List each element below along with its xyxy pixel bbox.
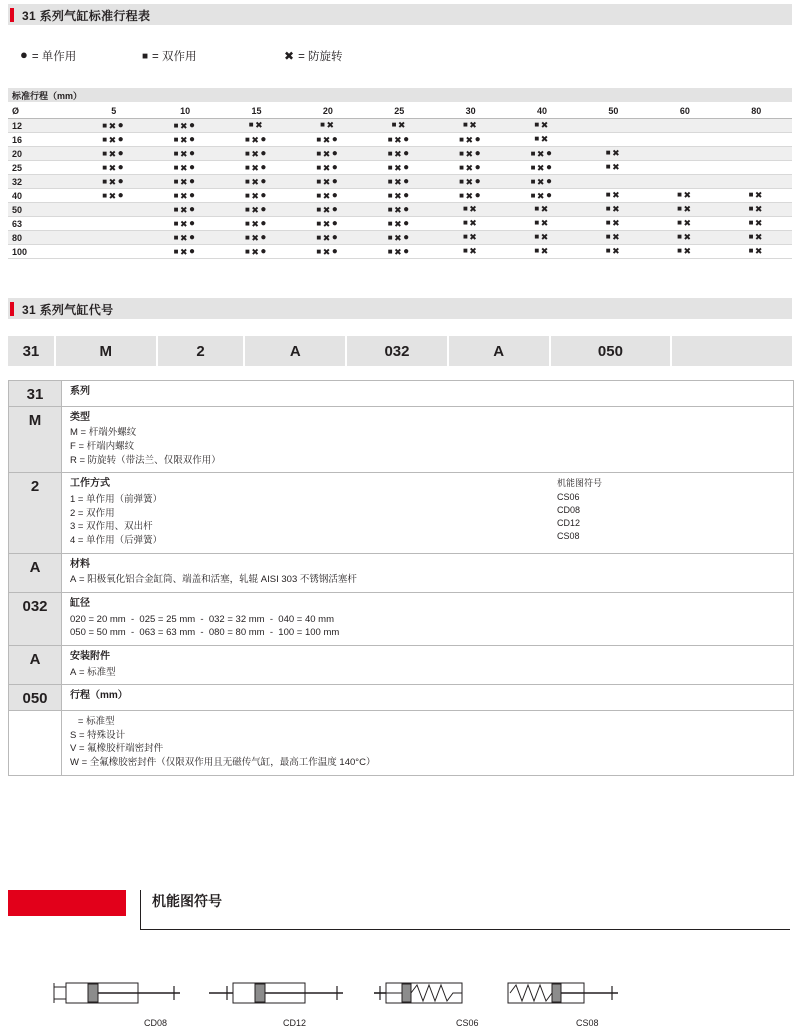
stroke-cell-6-7: ■✖	[578, 203, 649, 217]
stroke-cell-3-7: ■✖	[578, 161, 649, 175]
stroke-cell-1-2: ■✖●	[221, 133, 292, 147]
stroke-cell-9-4: ■✖●	[364, 245, 435, 259]
legend	[14, 48, 514, 68]
stroke-cell-1-0: ■✖●	[78, 133, 149, 147]
code-row-side-line-2-3: CS08	[557, 531, 580, 542]
stroke-cell-6-2: ■✖●	[221, 203, 292, 217]
symbol-label-2: CS06	[456, 1018, 479, 1028]
stroke-cell-7-4: ■✖●	[364, 217, 435, 231]
stroke-row-bore: 32	[8, 175, 78, 189]
stroke-cell-5-1: ■✖●	[149, 189, 220, 203]
stroke-cell-8-3: ■✖●	[292, 231, 363, 245]
stroke-cell-4-6: ■✖●	[506, 175, 577, 189]
stroke-cell-8-5: ■✖	[435, 231, 506, 245]
code-header-cell-3: A	[245, 336, 345, 366]
stroke-cell-7-6: ■✖	[506, 217, 577, 231]
stroke-row-bore: 50	[8, 203, 78, 217]
stroke-table-body	[8, 119, 792, 259]
stroke-cell-9-0	[78, 245, 149, 259]
stroke-cell-5-4: ■✖●	[364, 189, 435, 203]
code-row-line-2-1: 2 = 双作用	[70, 507, 115, 519]
code-row-side-title-2: 机能图符号	[557, 478, 603, 489]
stroke-cell-3-5: ■✖●	[435, 161, 506, 175]
stroke-cell-1-9	[721, 133, 792, 147]
stroke-cell-0-9	[721, 119, 792, 133]
table-row	[8, 231, 792, 245]
stroke-cell-6-6: ■✖	[506, 203, 577, 217]
stroke-cell-7-1: ■✖●	[149, 217, 220, 231]
stroke-cell-1-5: ■✖●	[435, 133, 506, 147]
table-row	[8, 147, 792, 161]
stroke-cell-8-0	[78, 231, 149, 245]
code-row-line-7-1: S = 特殊设计	[70, 729, 126, 741]
symbol-label-3: CS08	[576, 1018, 599, 1028]
stroke-cell-1-6: ■✖	[506, 133, 577, 147]
stroke-cell-9-6: ■✖	[506, 245, 577, 259]
code-row-title-4: 缸径	[70, 598, 90, 610]
stroke-cell-5-0: ■✖●	[78, 189, 149, 203]
stroke-cell-1-4: ■✖●	[364, 133, 435, 147]
code-row-side-line-2-1: CD08	[557, 505, 581, 516]
code-row-value-7	[62, 711, 793, 775]
stroke-cell-2-5: ■✖●	[435, 147, 506, 161]
code-row-title-1: 类型	[70, 411, 90, 423]
stroke-cell-8-8: ■✖	[649, 231, 720, 245]
code-row-5	[9, 646, 793, 685]
table-row	[8, 245, 792, 259]
stroke-cell-5-6: ■✖●	[506, 189, 577, 203]
stroke-cell-0-4: ■✖	[364, 119, 435, 133]
stroke-cell-0-5: ■✖	[435, 119, 506, 133]
section-header-code	[8, 298, 792, 320]
code-row-1	[9, 407, 793, 474]
stroke-cell-4-8	[649, 175, 720, 189]
section-title-symbol: 机能图符号	[152, 893, 222, 909]
stroke-cell-4-4: ■✖●	[364, 175, 435, 189]
stroke-cell-5-5: ■✖●	[435, 189, 506, 203]
code-row-value-3	[62, 554, 793, 592]
stroke-table-column-header-row	[8, 103, 792, 119]
stroke-cell-5-9: ■✖	[721, 189, 792, 203]
stroke-cell-8-7: ■✖	[578, 231, 649, 245]
code-row-line-2-3: 4 = 单作用（后弹簧）	[70, 535, 163, 547]
code-row-line-4-0: 020 = 20 mm - 025 = 25 mm - 032 = 32 mm - 040 = 40 mm	[70, 613, 335, 625]
stroke-col-8: 60	[649, 103, 720, 119]
code-row-value-1	[62, 407, 793, 473]
stroke-cell-7-3: ■✖●	[292, 217, 363, 231]
stroke-cell-7-5: ■✖	[435, 217, 506, 231]
section-title-code: 31 系列气缸代号	[22, 302, 114, 317]
symbol-diagram-cd12	[203, 975, 363, 1030]
stroke-cell-2-7: ■✖	[578, 147, 649, 161]
code-row-line-7-0: = 标准型	[70, 715, 115, 727]
stroke-cell-2-2: ■✖●	[221, 147, 292, 161]
stroke-cell-6-1: ■✖●	[149, 203, 220, 217]
stroke-cell-6-8: ■✖	[649, 203, 720, 217]
code-row-line-1-0: M = 杆端外螺纹	[70, 427, 137, 438]
code-row-title-0: 系列	[70, 386, 90, 397]
cylinder-double-acting-icon-2	[203, 975, 353, 1017]
code-row-line-4-1: 050 = 50 mm - 063 = 63 mm - 080 = 80 mm - 100 = 100 mm	[70, 627, 340, 639]
stroke-cell-2-0: ■✖●	[78, 147, 149, 161]
table-row	[8, 161, 792, 175]
code-row-line-1-1: F = 杆端内螺纹	[70, 440, 135, 452]
stroke-cell-6-3: ■✖●	[292, 203, 363, 217]
stroke-col-1: 10	[149, 103, 220, 119]
code-row-key-5: A	[9, 646, 62, 684]
cross-icon: ✖	[284, 49, 295, 63]
code-row-2	[9, 473, 793, 554]
stroke-cell-5-2: ■✖●	[221, 189, 292, 203]
code-header-cell-1: M	[56, 336, 156, 366]
stroke-col-7: 50	[578, 103, 649, 119]
code-table	[8, 380, 794, 776]
table-row	[8, 133, 792, 147]
stroke-cell-7-2: ■✖●	[221, 217, 292, 231]
cylinder-single-acting-spring-icon-2	[498, 975, 668, 1017]
stroke-cell-0-1: ■✖●	[149, 119, 220, 133]
divider-horizontal	[140, 929, 790, 930]
stroke-cell-1-7	[578, 133, 649, 147]
code-row-title-5: 安装附件	[70, 651, 110, 663]
code-row-key-4: 032	[9, 593, 62, 645]
code-row-value-2	[62, 473, 555, 553]
stroke-cell-4-3: ■✖●	[292, 175, 363, 189]
stroke-row-bore: 100	[8, 245, 78, 259]
code-row-key-6: 050	[9, 685, 62, 710]
stroke-col-6: 40	[506, 103, 577, 119]
code-row-side-2	[555, 473, 793, 553]
code-row-key-0: 31	[9, 381, 62, 406]
stroke-col-2: 15	[221, 103, 292, 119]
stroke-col-9: 80	[721, 103, 792, 119]
legend-label-1: = 双作用	[152, 51, 197, 63]
legend-item-anti-rotation	[284, 48, 342, 64]
stroke-cell-7-8: ■✖	[649, 217, 720, 231]
stroke-row-bore: 12	[8, 119, 78, 133]
code-row-7	[9, 711, 793, 775]
legend-item-double-acting	[142, 48, 196, 64]
stroke-cell-6-4: ■✖●	[364, 203, 435, 217]
stroke-header-corner: Ø	[8, 103, 78, 119]
code-header-cell-6: 050	[551, 336, 671, 366]
code-row-key-3: A	[9, 554, 62, 592]
stroke-row-bore: 20	[8, 147, 78, 161]
divider-vertical	[140, 890, 141, 930]
stroke-cell-0-0: ■✖●	[78, 119, 149, 133]
stroke-cell-1-8	[649, 133, 720, 147]
symbol-section-header	[8, 890, 792, 930]
stroke-cell-5-7: ■✖	[578, 189, 649, 203]
red-bar-icon	[8, 890, 126, 916]
symbol-diagram-cs08	[498, 975, 678, 1030]
code-row-value-4	[62, 593, 793, 645]
cylinder-double-acting-icon-1	[48, 975, 198, 1017]
code-row-title-3: 材料	[70, 558, 90, 570]
stroke-row-bore: 25	[8, 161, 78, 175]
stroke-cell-4-9	[721, 175, 792, 189]
stroke-cell-6-9: ■✖	[721, 203, 792, 217]
stroke-cell-0-3: ■✖	[292, 119, 363, 133]
table-row	[8, 175, 792, 189]
stroke-cell-9-5: ■✖	[435, 245, 506, 259]
stroke-cell-6-5: ■✖	[435, 203, 506, 217]
code-header-cell-2: 2	[158, 336, 244, 366]
section-title-stroke: 31 系列气缸标准行程表	[22, 8, 151, 23]
stroke-cell-2-4: ■✖●	[364, 147, 435, 161]
stroke-header-label: 标准行程（mm）	[8, 88, 792, 103]
stroke-row-bore: 16	[8, 133, 78, 147]
stroke-col-5: 30	[435, 103, 506, 119]
accent-bar-icon-2	[10, 302, 14, 316]
stroke-cell-1-1: ■✖●	[149, 133, 220, 147]
section-header-stroke-table	[8, 4, 792, 26]
accent-bar-icon	[10, 8, 14, 22]
stroke-cell-8-9: ■✖	[721, 231, 792, 245]
stroke-cell-3-6: ■✖●	[506, 161, 577, 175]
dot-icon: ●	[20, 47, 28, 62]
stroke-cell-8-6: ■✖	[506, 231, 577, 245]
stroke-cell-7-0	[78, 217, 149, 231]
stroke-cell-1-3: ■✖●	[292, 133, 363, 147]
table-row	[8, 189, 792, 203]
code-row-line-2-2: 3 = 双作用、双出杆	[70, 521, 153, 533]
code-row-key-7	[9, 711, 62, 775]
stroke-cell-9-3: ■✖●	[292, 245, 363, 259]
cylinder-single-acting-spring-icon-1	[368, 975, 518, 1017]
symbol-label-0: CD08	[144, 1018, 168, 1028]
code-header-cell-0: 31	[8, 336, 54, 366]
code-row-value-5	[62, 646, 793, 684]
stroke-row-bore: 80	[8, 231, 78, 245]
table-row	[8, 217, 792, 231]
code-row-line-2-0: 1 = 单作用（前弹簧）	[70, 493, 163, 505]
symbol-diagram-cd08	[48, 975, 208, 1030]
stroke-cell-8-4: ■✖●	[364, 231, 435, 245]
stroke-cell-3-3: ■✖●	[292, 161, 363, 175]
stroke-table	[8, 88, 792, 259]
stroke-row-bore: 63	[8, 217, 78, 231]
code-row-line-7-3: W = 全氟橡胶密封件（仅限双作用且无磁传气缸，最高工作温度 140°C）	[70, 757, 376, 769]
stroke-cell-5-8: ■✖	[649, 189, 720, 203]
code-row-3	[9, 554, 793, 593]
code-row-key-1: M	[9, 407, 62, 473]
stroke-cell-3-9	[721, 161, 792, 175]
stroke-cell-8-2: ■✖●	[221, 231, 292, 245]
stroke-cell-9-1: ■✖●	[149, 245, 220, 259]
stroke-cell-9-8: ■✖	[649, 245, 720, 259]
stroke-cell-9-2: ■✖●	[221, 245, 292, 259]
code-header-cell-4: 032	[347, 336, 447, 366]
code-row-line-1-2: R = 防旋转（带法兰、仅限双作用）	[70, 454, 221, 466]
stroke-cell-9-7: ■✖	[578, 245, 649, 259]
legend-label-2: = 防旋转	[298, 51, 343, 63]
code-row-key-2: 2	[9, 473, 62, 553]
stroke-cell-3-8	[649, 161, 720, 175]
stroke-cell-0-7	[578, 119, 649, 133]
code-row-line-7-2: V = 氟橡胶杆端密封件	[70, 743, 164, 755]
stroke-cell-0-8	[649, 119, 720, 133]
stroke-col-3: 20	[292, 103, 363, 119]
stroke-cell-2-3: ■✖●	[292, 147, 363, 161]
stroke-cell-2-6: ■✖●	[506, 147, 577, 161]
code-row-value-0	[62, 381, 793, 406]
square-icon: ■	[142, 51, 149, 62]
symbol-diagram-row	[8, 975, 792, 1030]
stroke-cell-4-0: ■✖●	[78, 175, 149, 189]
stroke-col-4: 25	[364, 103, 435, 119]
stroke-cell-7-9: ■✖	[721, 217, 792, 231]
stroke-row-bore: 40	[8, 189, 78, 203]
stroke-cell-0-2: ■✖	[221, 119, 292, 133]
stroke-cell-7-7: ■✖	[578, 217, 649, 231]
legend-item-single-acting	[20, 48, 76, 64]
code-row-value-6	[62, 685, 793, 710]
stroke-cell-4-1: ■✖●	[149, 175, 220, 189]
code-row-4	[9, 593, 793, 646]
table-row	[8, 119, 792, 133]
code-row-line-5-0: A = 标准型	[70, 666, 116, 678]
stroke-cell-0-6: ■✖	[506, 119, 577, 133]
stroke-cell-2-1: ■✖●	[149, 147, 220, 161]
stroke-cell-6-0	[78, 203, 149, 217]
stroke-cell-5-3: ■✖●	[292, 189, 363, 203]
stroke-cell-2-9	[721, 147, 792, 161]
stroke-cell-3-1: ■✖●	[149, 161, 220, 175]
code-row-title-2: 工作方式	[70, 478, 110, 490]
stroke-cell-8-1: ■✖●	[149, 231, 220, 245]
table-row	[8, 203, 792, 217]
symbol-label-1: CD12	[283, 1018, 307, 1028]
code-row-side-line-2-2: CD12	[557, 518, 581, 529]
stroke-table-wrapper	[8, 88, 792, 259]
stroke-cell-4-2: ■✖●	[221, 175, 292, 189]
legend-label-0: = 单作用	[31, 51, 77, 63]
code-row-title-6: 行程（mm）	[70, 690, 128, 702]
code-row-6	[9, 685, 793, 711]
stroke-cell-9-9: ■✖	[721, 245, 792, 259]
code-row-side-line-2-0: CS06	[557, 492, 580, 503]
code-header-cell-7	[672, 336, 792, 366]
stroke-cell-3-4: ■✖●	[364, 161, 435, 175]
stroke-col-0: 5	[78, 103, 149, 119]
code-header-cell-5: A	[449, 336, 549, 366]
code-row-0	[9, 381, 793, 407]
stroke-cell-4-7	[578, 175, 649, 189]
stroke-cell-2-8	[649, 147, 720, 161]
code-row-line-3-0: A = 阳极氧化铝合金缸筒、端盖和活塞，轧辊 AISI 303 不锈钢活塞杆	[70, 574, 357, 586]
stroke-cell-3-0: ■✖●	[78, 161, 149, 175]
stroke-cell-3-2: ■✖●	[221, 161, 292, 175]
code-header-row	[8, 336, 792, 366]
stroke-table-header-label-row	[8, 88, 792, 103]
stroke-cell-4-5: ■✖●	[435, 175, 506, 189]
